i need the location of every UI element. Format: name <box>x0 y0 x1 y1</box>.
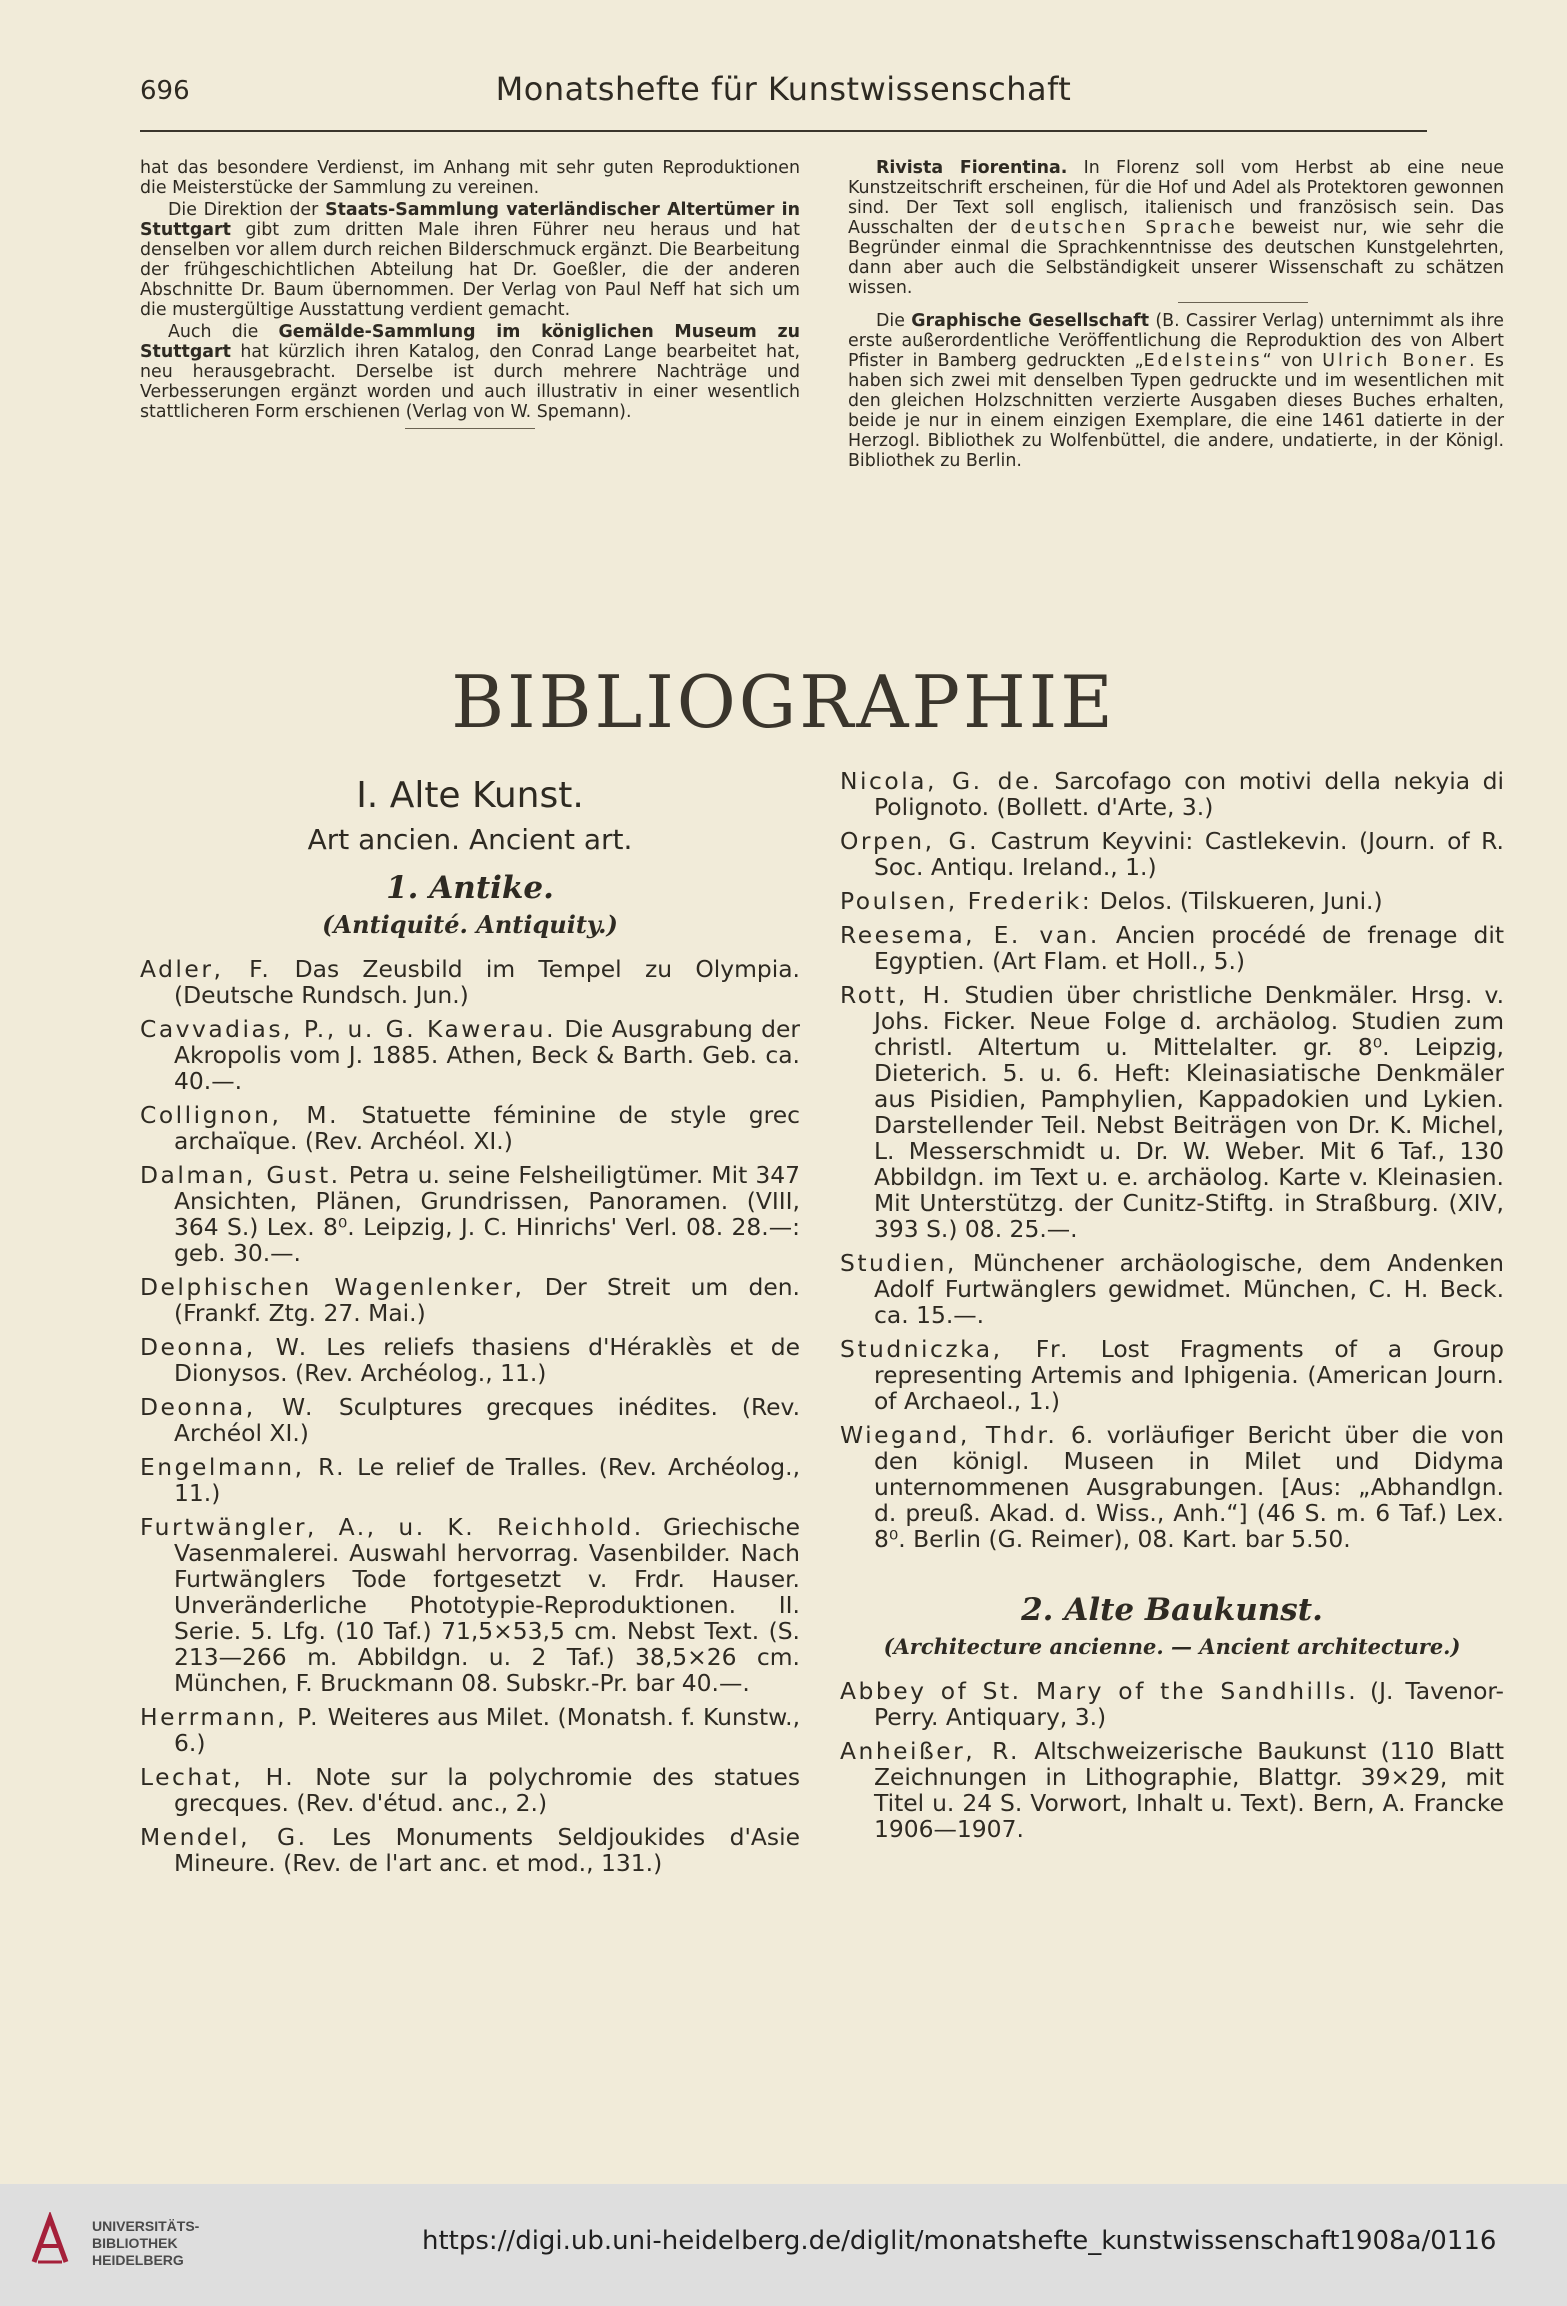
notice-text: gibt zum dritten Male ihren Führer neu heraus und hat denselben vor allem durch reichen Bilderschmuck ergänzt. Die Bearbeitung der frühgeschichtlichen Abteilung hat Dr. Goeßler, die der anderen Abschnitte Dr. Baum übernommen. Der Verlag von Paul Neff hat sich um die mustergültige Ausstattung verdient gemacht. <box>140 220 800 320</box>
page-number: 696 <box>140 76 190 106</box>
entry-author: Poulsen, Frederik: <box>840 887 1093 915</box>
institution-line: UNIVERSITÄTS- <box>92 2218 200 2234</box>
entry-author: Delphischen Wagenlenker, <box>140 1273 525 1301</box>
entry-text: Petra u. seine Felsheiligtümer. Mit 347 Ansichten, Plänen, Grundrissen, Panoramen. (VIII, 364 S.) Lex. 8⁰. Leipzig, J. C. Hinrichs' Verl. 08. 28.—: geb. 30.—. <box>174 1161 801 1267</box>
bibliography-entry <box>140 1162 800 1266</box>
entry-text: 6. vorläufiger Bericht über die von den königl. Museen in Milet und Didyma unternommenen Ausgrabungen. [Aus: „Abhandlgn. d. preuß. Akad. d. Wiss., Anh.“] (46 S. m. 6 Taf.) Lex. 8⁰. Berlin (G. Reimer), 08. Kart. bar 5.50. <box>874 1421 1505 1553</box>
entry-author: Studien, <box>840 1249 957 1277</box>
footer-bar <box>0 2184 1567 2306</box>
entry-author: Mendel, G. <box>140 1823 308 1851</box>
bibliography-entry <box>140 1514 800 1696</box>
notice-spaced-text: deutschen Sprache <box>1010 218 1238 238</box>
notice-bold-term: Rivista Fiorentina. <box>876 158 1068 178</box>
entry-author: Furtwängler, A., u. K. Reichhold. <box>140 1513 644 1541</box>
bibliography-entry <box>140 1454 800 1506</box>
entry-text: Statuette féminine de style grec archaïque. (Rev. Archéol. XI.) <box>174 1101 801 1155</box>
section-title: I. Alte Kunst. <box>356 775 584 816</box>
bibliography-entry <box>840 1678 1504 1730</box>
entry-author: Collignon, M. <box>140 1101 340 1129</box>
notice-spaced-text: Ulrich Boner <box>1322 351 1470 371</box>
institution-line: BIBLIOTHEK <box>92 2235 178 2251</box>
entries-list <box>140 956 800 1876</box>
entry-text: Griechische Vasenmalerei. Auswahl hervorrag. Vasenbilder. Nach Furtwänglers Tode fortgesetzt v. Frdr. Hauser. Unveränderliche Phototypie-Reproduktionen. II. Serie. 5. Lfg. (10 Taf.) 71,5×53,5 cm. Nebst Text. (S. 213—266 m. Abbildgn. u. 2 Taf.) 38,5×26 cm. München, F. Bruckmann 08. Subskr.-Pr. bar 40.—. <box>174 1513 801 1697</box>
bibliography-entry <box>140 1824 800 1876</box>
bibliography-entry <box>140 1016 800 1094</box>
entry-author: Anheißer, R. <box>840 1737 1020 1765</box>
entry-text: Lost Fragments of a Group representing Artemis and Iphigenia. (American Journ. of Archaeol., 1.) <box>874 1335 1504 1415</box>
notice-text: In Florenz soll vom Herbst ab eine neue Kunstzeitschrift erscheinen, für die Hof und Adel als Protektoren gewonnen sind. Der Text soll englisch, italienisch und französisch sein. Das Ausschalten der <box>848 158 1505 238</box>
subsection-subtitle: (Architecture ancienne. — Ancient architecture.) <box>883 1634 1461 1659</box>
subsection-subtitle: (Antiquité. Antiquity.) <box>322 910 618 939</box>
entry-author: Reesema, E. van. <box>840 921 1100 949</box>
notices-left-column <box>140 158 800 437</box>
entry-text: Delos. (Tilskueren, Juni.) <box>1099 887 1383 915</box>
entry-author: Lechat, H. <box>140 1763 296 1791</box>
entries-list <box>840 1678 1504 1842</box>
entry-text: (J. Tavenor-Perry. Antiquary, 3.) <box>874 1677 1504 1731</box>
entry-text: Castrum Keyvini: Castlekevin. (Journ. of R. Soc. Antiqu. Ireland., 1.) <box>874 827 1504 881</box>
bibliography-entry <box>840 1336 1504 1414</box>
entry-author: Rott, H. <box>840 981 953 1009</box>
entry-text: Weiteres aus Milet. (Monatsh. f. Kunstw., 6.) <box>174 1703 800 1757</box>
entry-text: Der Streit um den. (Frankf. Ztg. 27. Mai.) <box>174 1273 800 1327</box>
entry-author: Wiegand, Thdr. <box>840 1421 1058 1449</box>
entry-author: Herrmann, P. <box>140 1703 321 1731</box>
header-rule <box>140 130 1427 132</box>
entry-author: Deonna, W. <box>140 1333 309 1361</box>
entry-text: Le relief de Tralles. (Rev. Archéolog., 11.) <box>174 1453 801 1507</box>
journal-title: Monatshefte für Kunstwissenschaft <box>495 70 1072 108</box>
separator-rule <box>1178 302 1308 303</box>
notice-text: “ von <box>1262 351 1313 371</box>
institution-name <box>92 2218 199 2269</box>
entries-list <box>840 768 1504 1552</box>
bibliography-entry <box>840 922 1504 974</box>
notice-bold-term: Gemälde-Sammlung im königlichen Museum zu Stuttgart <box>140 322 800 362</box>
entry-text: Note sur la polychromie des statues grecques. (Rev. d'étud. anc., 2.) <box>174 1763 801 1817</box>
notice-text: hat kürzlich ihren Katalog, den Conrad Lange bearbeitet hat, neu herausgebracht. Derselbe ist durch mehrere Nachträge und Verbesserungen ergänzt worden und auch illustrativ in einer wesentlich stattlicheren Form erschienen (Verlag von W. Spemann). <box>140 342 800 422</box>
entry-text: Das Zeusbild im Tempel zu Olympia. (Deutsche Rundsch. Jun.) <box>174 955 800 1009</box>
bibliography-entry <box>140 1394 800 1446</box>
entry-author: Cavvadias, P., u. G. Kawerau. <box>140 1015 557 1043</box>
institution-line: HEIDELBERG <box>92 2252 184 2268</box>
entry-author: Nicola, G. de. <box>840 767 1042 795</box>
bibliography-entry <box>840 768 1504 820</box>
entry-text: Sarcofago con motivi della nekyia di Polignoto. (Bollett. d'Arte, 3.) <box>874 767 1505 821</box>
entry-author: Engelmann, R. <box>140 1453 347 1481</box>
bibliography-entry <box>840 1738 1504 1842</box>
entry-text: Ancien procédé de frenage dit Egyptien. (Art Flam. et Holl., 5.) <box>874 921 1504 975</box>
entry-text: Studien über christliche Denkmäler. Hrsg. v. Johs. Ficker. Neue Folge d. archäolog. Studien zum christl. Altertum u. Mittelalter. gr. 8⁰. Leipzig, Dieterich. 5. u. 6. Heft: Kleinasiatische Denkmäler aus Pisidien, Pamphylien, Kappadokien und Lykien. Darstellender Teil. Nebst Beiträgen von Dr. K. Michel, L. Messerschmidt u. Dr. W. Weber. Mit 6 Taf., 130 Abbildgn. im Text u. e. archäolog. Karte v. Kleinasien. Mit Unterstützg. der Cunitz-Stiftg. in Straßburg. (XIV, 393 S.) 08. 25.—. <box>874 981 1504 1243</box>
entry-text: Les reliefs thasiens d'Héraklès et de Dionysos. (Rev. Archéolog., 11.) <box>174 1333 801 1387</box>
entry-text: Die Ausgrabung der Akropolis vom J. 1885. Athen, Beck & Barth. Geb. ca. 40.—. <box>174 1015 801 1095</box>
entry-text: Sculptures grecques inédites. (Rev. Archéol XI.) <box>174 1393 801 1447</box>
entry-text: Les Monuments Seldjoukides d'Asie Mineure. (Rev. de l'art anc. et mod., 131.) <box>174 1823 801 1877</box>
notice-spaced-text: Edelsteins <box>1143 351 1263 371</box>
separator-rule <box>405 428 535 429</box>
bibliography-entry <box>140 1764 800 1816</box>
bibliography-entry <box>840 1250 1504 1328</box>
notice-text: beweist nur, wie sehr die Begründer einmal die Sprachkenntnisse des deutschen Kunstgelehrten, dann aber auch die Selbständigkeit unserer Wissenschaft zu schätzen wissen. <box>848 218 1504 298</box>
entry-author: Adler, F. <box>140 955 272 983</box>
subsection-title: 2. Alte Baukunst. <box>1021 1592 1323 1628</box>
entry-author: Deonna, W. <box>140 1393 315 1421</box>
bibliography-entry <box>140 1334 800 1386</box>
subsection-title: 1. Antike. <box>386 870 554 906</box>
entry-text: Münchener archäologische, dem Andenken Adolf Furtwänglers gewidmet. München, C. H. Beck. ca. 15.—. <box>874 1249 1504 1329</box>
bibliography-left-column <box>140 768 800 1884</box>
notice-paragraph <box>848 158 1504 298</box>
bibliography-entry <box>140 956 800 1008</box>
notice-paragraph <box>140 322 800 422</box>
notice-paragraph <box>848 311 1504 471</box>
entry-author: Abbey of St. Mary of the Sandhills. <box>840 1677 1359 1705</box>
bibliography-entry <box>840 828 1504 880</box>
notice-paragraph <box>140 200 800 320</box>
bibliography-entry <box>140 1704 800 1756</box>
notice-bold-term: Staats-Sammlung vaterländischer Altertümer in Stuttgart <box>140 200 800 240</box>
bibliography-entry <box>140 1102 800 1154</box>
notice-text: Die Direktion der <box>168 200 319 220</box>
notice-bold-term: Graphische Gesellschaft <box>911 311 1150 331</box>
source-url-link[interactable]: https://digi.ub.uni-heidelberg.de/diglit/monatshefte_kunstwissenschaft1908a/0116 <box>422 2226 1497 2256</box>
entry-author: Studniczka, Fr. <box>840 1335 1070 1363</box>
ub-heidelberg-logo-icon <box>28 2212 72 2268</box>
running-header <box>140 70 1427 120</box>
notice-text: Die <box>876 311 905 331</box>
notice-text: (B. Cassirer Verlag) unternimmt als ihre erste außerordentliche Veröffentlichung die Reproduktion des von Albert Pfister in Bamberg gedruckten „ <box>848 311 1504 371</box>
bibliography-entry <box>140 1274 800 1326</box>
notice-text: Auch die <box>168 322 259 342</box>
entry-text: Altschweizerische Baukunst (110 Blatt Zeichnungen in Lithographie, Blattgr. 39×29, mit Titel u. 24 S. Vorwort, Inhalt u. Text). Bern, A. Francke 1906—1907. <box>874 1737 1504 1843</box>
bibliography-heading: BIBLIOGRAPHIE <box>451 660 1116 744</box>
notices-right-column <box>848 158 1504 471</box>
section-subtitle: Art ancien. Ancient art. <box>307 823 633 856</box>
bibliography-entry <box>840 982 1504 1242</box>
notice-paragraph: hat das besondere Verdienst, im Anhang mit sehr guten Reproduktionen die Meisterstücke der Sammlung zu vereinen. <box>140 158 800 198</box>
entry-author: Orpen, G. <box>840 827 980 855</box>
bibliography-entry <box>840 1422 1504 1552</box>
bibliography-right-column <box>840 768 1504 1850</box>
notice-text: . Es haben sich zwei mit denselben Typen gedruckte und im wesentlichen mit den gleichen Holzschnitten verzierte Ausgaben dieses Buches erhalten, beide je nur in einem einzigen Exemplare, die eine 1461 datierte in der Herzogl. Bibliothek zu Wolfenbüttel, die andere, undatierte, in der Königl. Bibliothek zu Berlin. <box>848 351 1504 471</box>
bibliography-entry <box>840 888 1504 914</box>
entry-author: Dalman, Gust. <box>140 1161 341 1189</box>
